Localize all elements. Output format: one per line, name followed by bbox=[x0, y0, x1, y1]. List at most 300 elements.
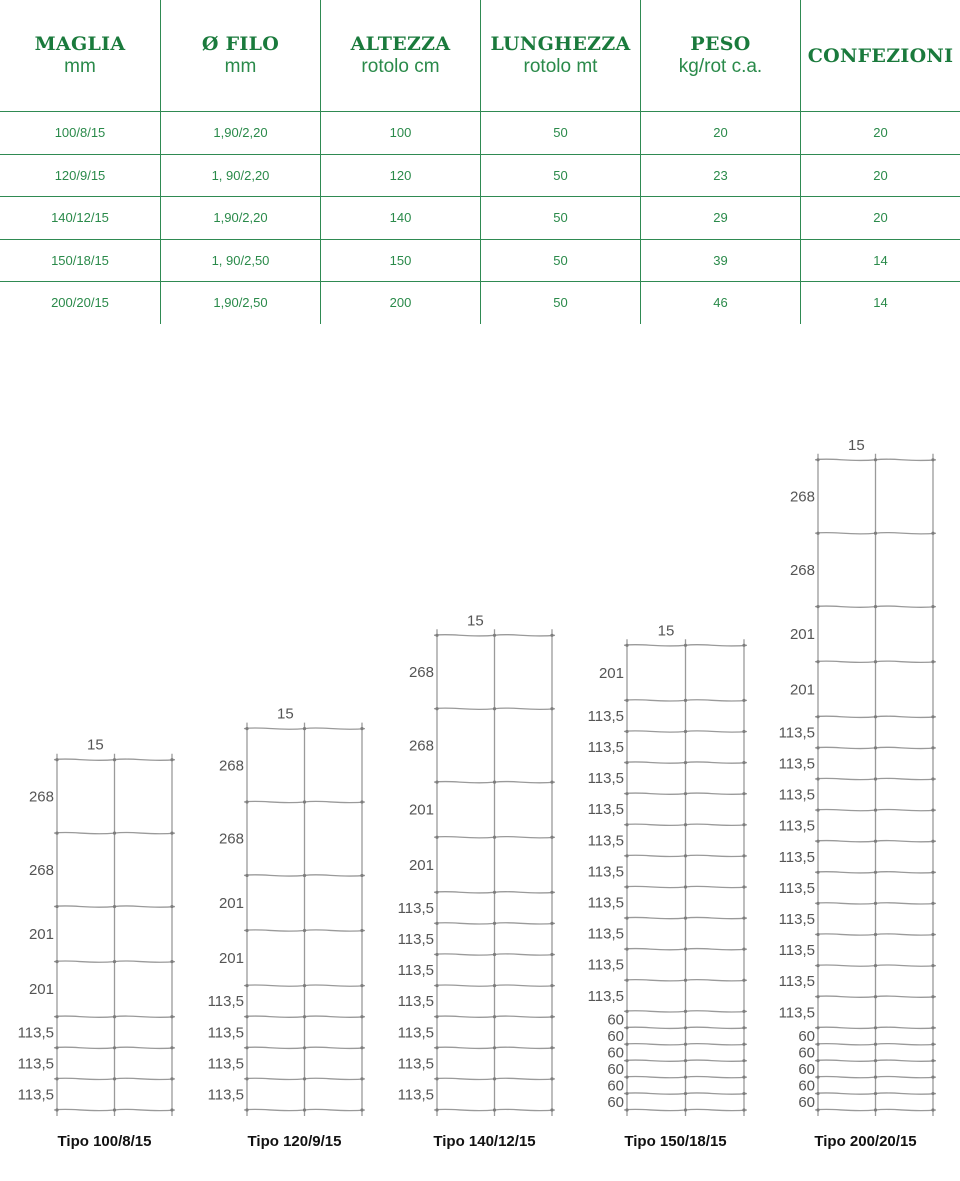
wire-knot bbox=[625, 854, 628, 857]
wire-knot bbox=[550, 707, 553, 710]
header-title: MAGLIA bbox=[34, 32, 126, 55]
wire-knot bbox=[550, 1046, 553, 1049]
table-cell: 20 bbox=[800, 155, 960, 197]
wire-knot bbox=[360, 1077, 363, 1080]
spacing-label: 113,5 bbox=[207, 1024, 244, 1042]
table-cell: 29 bbox=[640, 197, 800, 239]
wire-knot bbox=[931, 777, 934, 780]
header-title: ALTEZZA bbox=[350, 32, 451, 55]
wire-knot bbox=[55, 1046, 58, 1049]
width-label: 15 bbox=[657, 622, 675, 640]
header-filo bbox=[160, 0, 320, 111]
wire-knot bbox=[550, 953, 553, 956]
wire-knot bbox=[684, 644, 687, 647]
spacing-label: 268 bbox=[218, 830, 244, 848]
wire-knot bbox=[550, 1015, 553, 1018]
wire-knot bbox=[742, 1043, 745, 1046]
table-cell: 23 bbox=[640, 155, 800, 197]
wire-knot bbox=[931, 871, 934, 874]
spacing-label: 113,5 bbox=[778, 942, 815, 960]
spacing-label: 60 bbox=[607, 1060, 624, 1078]
wire-knot bbox=[245, 929, 248, 932]
type-label: Tipo 200/20/15 bbox=[814, 1133, 917, 1150]
wire-knot bbox=[684, 1026, 687, 1029]
wire-knot bbox=[816, 809, 819, 812]
spacing-label: 113,5 bbox=[778, 755, 815, 773]
wire-knot bbox=[874, 809, 877, 812]
table-cell: 50 bbox=[480, 197, 640, 239]
wire-knot bbox=[874, 532, 877, 535]
spacing-label: 60 bbox=[798, 1077, 815, 1095]
spacing-label: 268 bbox=[408, 737, 434, 755]
wire-knot bbox=[55, 758, 58, 761]
wire-knot bbox=[625, 823, 628, 826]
table-cell: 46 bbox=[640, 282, 800, 324]
wire-knot bbox=[931, 902, 934, 905]
wire-knot bbox=[931, 1043, 934, 1046]
wire-knot bbox=[493, 1046, 496, 1049]
spacing-label: 113,5 bbox=[207, 993, 244, 1011]
wire-knot bbox=[245, 727, 248, 730]
mesh-diagram-canvas bbox=[0, 330, 960, 1181]
wire-knot bbox=[816, 660, 819, 663]
spacing-label: 113,5 bbox=[397, 1055, 434, 1073]
wire-knot bbox=[684, 1076, 687, 1079]
table-header-row bbox=[0, 0, 960, 112]
wire-knot bbox=[816, 715, 819, 718]
spacing-label: 60 bbox=[607, 1028, 624, 1046]
table-cell: 100/8/15 bbox=[54, 125, 106, 141]
wire-knot bbox=[931, 840, 934, 843]
wire-knot bbox=[625, 979, 628, 982]
spacing-label: 113,5 bbox=[207, 1055, 244, 1073]
wire-knot bbox=[435, 1046, 438, 1049]
wire-knot bbox=[435, 953, 438, 956]
wire-knot bbox=[360, 727, 363, 730]
wire-knot bbox=[816, 1076, 819, 1079]
wire-knot bbox=[435, 984, 438, 987]
wire-knot bbox=[816, 1092, 819, 1095]
table-row bbox=[0, 155, 960, 198]
spacing-label: 113,5 bbox=[17, 1055, 54, 1073]
wire-knot bbox=[931, 660, 934, 663]
wire-knot bbox=[816, 532, 819, 535]
wire-knot bbox=[874, 902, 877, 905]
wire-knot bbox=[931, 1026, 934, 1029]
wire-knot bbox=[684, 979, 687, 982]
wire-knot bbox=[742, 1076, 745, 1079]
wire-knot bbox=[493, 836, 496, 839]
wire-knot bbox=[55, 1077, 58, 1080]
wire-knot bbox=[303, 874, 306, 877]
header-title: Ø FILO bbox=[201, 32, 280, 55]
table-row bbox=[0, 197, 960, 240]
wire-knot bbox=[245, 1015, 248, 1018]
wire-knot bbox=[874, 1108, 877, 1111]
wire-knot bbox=[113, 1077, 116, 1080]
mesh-diagram bbox=[398, 612, 555, 1150]
wire-knot bbox=[170, 758, 173, 761]
wire-knot bbox=[435, 1077, 438, 1080]
wire-knot bbox=[742, 885, 745, 888]
wire-knot bbox=[874, 933, 877, 936]
wire-knot bbox=[55, 832, 58, 835]
header-title: LUNGHEZZA bbox=[490, 32, 631, 55]
wire-knot bbox=[931, 605, 934, 608]
wire-knot bbox=[493, 1108, 496, 1111]
table-cell: 150/18/15 bbox=[51, 252, 109, 268]
wire-knot bbox=[684, 699, 687, 702]
spacing-label: 201 bbox=[28, 981, 54, 999]
wire-knot bbox=[170, 1015, 173, 1018]
wire-knot bbox=[55, 1015, 58, 1018]
spacing-label: 60 bbox=[798, 1093, 815, 1111]
wire-knot bbox=[874, 1076, 877, 1079]
spacing-label: 113,5 bbox=[397, 1024, 434, 1042]
spacing-label: 60 bbox=[798, 1060, 815, 1078]
wire-knot bbox=[931, 532, 934, 535]
wire-knot bbox=[931, 809, 934, 812]
wire-knot bbox=[742, 730, 745, 733]
wire-knot bbox=[625, 885, 628, 888]
wire-knot bbox=[742, 1092, 745, 1095]
wire-knot bbox=[360, 929, 363, 932]
wire-knot bbox=[874, 715, 877, 718]
wire-knot bbox=[170, 1046, 173, 1049]
wire-knot bbox=[550, 891, 553, 894]
wire-knot bbox=[493, 1077, 496, 1080]
wire-knot bbox=[550, 634, 553, 637]
wire-knot bbox=[113, 1015, 116, 1018]
spacing-label: 113,5 bbox=[778, 724, 815, 742]
wire-knot bbox=[742, 854, 745, 857]
wire-knot bbox=[303, 1015, 306, 1018]
wire-knot bbox=[742, 1010, 745, 1013]
spacing-label: 268 bbox=[789, 561, 815, 579]
wire-knot bbox=[550, 1108, 553, 1111]
spacing-label: 113,5 bbox=[587, 801, 624, 819]
wire-knot bbox=[874, 1043, 877, 1046]
wire-knot bbox=[245, 1077, 248, 1080]
spacing-label: 113,5 bbox=[207, 1086, 244, 1104]
wire-knot bbox=[816, 964, 819, 967]
wire-knot bbox=[550, 1077, 553, 1080]
spacing-label: 60 bbox=[607, 1093, 624, 1111]
spacing-label: 113,5 bbox=[587, 739, 624, 757]
spacing-label: 113,5 bbox=[17, 1086, 54, 1104]
wire-knot bbox=[931, 933, 934, 936]
wire-knot bbox=[360, 984, 363, 987]
table-cell: 20 bbox=[800, 197, 960, 239]
wire-knot bbox=[625, 916, 628, 919]
wire-knot bbox=[360, 874, 363, 877]
spacing-label: 113,5 bbox=[397, 993, 434, 1011]
wire-knot bbox=[625, 699, 628, 702]
wire-knot bbox=[113, 1046, 116, 1049]
table-cell: 100 bbox=[320, 112, 480, 154]
spacing-label: 113,5 bbox=[587, 770, 624, 788]
wire-knot bbox=[874, 1026, 877, 1029]
wire-knot bbox=[435, 1108, 438, 1111]
wire-knot bbox=[625, 948, 628, 951]
wire-knot bbox=[684, 761, 687, 764]
wire-knot bbox=[493, 953, 496, 956]
wire-knot bbox=[625, 1010, 628, 1013]
table-cell: 50 bbox=[480, 155, 640, 197]
wire-knot bbox=[816, 995, 819, 998]
spacing-label: 201 bbox=[28, 926, 54, 944]
wire-knot bbox=[435, 707, 438, 710]
wire-knot bbox=[170, 1108, 173, 1111]
wire-knot bbox=[303, 929, 306, 932]
spacing-label: 113,5 bbox=[778, 879, 815, 897]
wire-knot bbox=[360, 1046, 363, 1049]
width-label: 15 bbox=[466, 612, 484, 630]
spacing-label: 113,5 bbox=[587, 956, 624, 974]
mesh-diagrams bbox=[0, 330, 960, 1181]
spacing-label: 113,5 bbox=[587, 925, 624, 943]
wire-knot bbox=[625, 1043, 628, 1046]
spacing-label: 113,5 bbox=[17, 1024, 54, 1042]
wire-knot bbox=[816, 1043, 819, 1046]
wire-knot bbox=[816, 1108, 819, 1111]
wire-knot bbox=[742, 1108, 745, 1111]
spacing-label: 113,5 bbox=[778, 786, 815, 804]
wire-knot bbox=[303, 800, 306, 803]
wire-knot bbox=[55, 1108, 58, 1111]
wire-knot bbox=[874, 995, 877, 998]
header-confezioni bbox=[800, 0, 960, 111]
wire-knot bbox=[625, 1076, 628, 1079]
wire-knot bbox=[816, 458, 819, 461]
wire-knot bbox=[874, 964, 877, 967]
wire-knot bbox=[245, 800, 248, 803]
table-cell: 1, 90/2,20 bbox=[160, 155, 320, 197]
wire-knot bbox=[742, 792, 745, 795]
spacing-label: 268 bbox=[28, 788, 54, 806]
wire-knot bbox=[816, 746, 819, 749]
spacing-label: 60 bbox=[607, 1077, 624, 1095]
spacing-label: 60 bbox=[798, 1044, 815, 1062]
spacing-label: 113,5 bbox=[397, 930, 434, 948]
wire-knot bbox=[684, 948, 687, 951]
wire-knot bbox=[435, 634, 438, 637]
wire-knot bbox=[170, 832, 173, 835]
spacing-label: 113,5 bbox=[587, 987, 624, 1005]
spacing-label: 201 bbox=[408, 801, 434, 819]
wire-knot bbox=[625, 792, 628, 795]
wire-knot bbox=[625, 761, 628, 764]
header-altezza bbox=[320, 0, 480, 111]
table-cell: 200 bbox=[320, 282, 480, 324]
spacing-label: 113,5 bbox=[397, 1086, 434, 1104]
wire-knot bbox=[113, 960, 116, 963]
spacing-label: 201 bbox=[408, 856, 434, 874]
wire-knot bbox=[684, 1059, 687, 1062]
table-cell: 1,90/2,50 bbox=[160, 282, 320, 324]
table-row bbox=[0, 240, 960, 283]
spacing-label: 201 bbox=[218, 894, 244, 912]
spacing-label: 113,5 bbox=[587, 894, 624, 912]
wire-knot bbox=[493, 634, 496, 637]
header-subtitle: rotolo cm bbox=[361, 55, 440, 77]
wire-knot bbox=[684, 885, 687, 888]
table-cell: 20 bbox=[800, 112, 960, 154]
type-label: Tipo 120/9/15 bbox=[247, 1133, 342, 1150]
wire-knot bbox=[625, 1026, 628, 1029]
header-subtitle: rotolo mt bbox=[523, 55, 598, 77]
spacing-label: 201 bbox=[218, 950, 244, 968]
wire-knot bbox=[931, 1059, 934, 1062]
wire-knot bbox=[113, 1108, 116, 1111]
wire-knot bbox=[874, 458, 877, 461]
wire-knot bbox=[874, 660, 877, 663]
mesh-diagram bbox=[588, 622, 747, 1150]
wire-knot bbox=[625, 1108, 628, 1111]
wire-knot bbox=[245, 1046, 248, 1049]
wire-knot bbox=[550, 781, 553, 784]
spacing-label: 113,5 bbox=[778, 910, 815, 928]
wire-knot bbox=[360, 800, 363, 803]
wire-knot bbox=[742, 1059, 745, 1062]
wire-knot bbox=[684, 1108, 687, 1111]
wire-knot bbox=[360, 1108, 363, 1111]
table-cell: 20 bbox=[640, 112, 800, 154]
header-lunghezza bbox=[480, 0, 640, 111]
wire-knot bbox=[684, 1092, 687, 1095]
wire-knot bbox=[816, 1059, 819, 1062]
table-body bbox=[0, 112, 960, 324]
wire-knot bbox=[742, 1026, 745, 1029]
wire-knot bbox=[874, 777, 877, 780]
wire-knot bbox=[874, 746, 877, 749]
type-label: Tipo 150/18/15 bbox=[624, 1133, 727, 1150]
wire-knot bbox=[684, 730, 687, 733]
wire-knot bbox=[684, 854, 687, 857]
table-cell: 50 bbox=[480, 282, 640, 324]
wire-knot bbox=[816, 605, 819, 608]
wire-knot bbox=[684, 1043, 687, 1046]
wire-knot bbox=[303, 1108, 306, 1111]
table-cell: 120 bbox=[320, 155, 480, 197]
wire-knot bbox=[874, 871, 877, 874]
wire-knot bbox=[550, 984, 553, 987]
type-label: Tipo 100/8/15 bbox=[57, 1133, 152, 1150]
spacing-label: 201 bbox=[598, 664, 624, 682]
wire-knot bbox=[303, 1077, 306, 1080]
spacing-label: 113,5 bbox=[397, 962, 434, 980]
table-cell: 14 bbox=[800, 282, 960, 324]
table-cell: 1,90/2,20 bbox=[160, 197, 320, 239]
wire-knot bbox=[435, 891, 438, 894]
spacing-label: 201 bbox=[789, 681, 815, 699]
wire-knot bbox=[742, 823, 745, 826]
spec-table bbox=[0, 0, 960, 324]
wire-knot bbox=[816, 933, 819, 936]
type-label: Tipo 140/12/15 bbox=[433, 1133, 536, 1150]
table-cell: 140/12/15 bbox=[51, 210, 109, 226]
wire-knot bbox=[874, 1059, 877, 1062]
wire-knot bbox=[435, 1015, 438, 1018]
spacing-label: 268 bbox=[408, 664, 434, 682]
wire-knot bbox=[493, 984, 496, 987]
wire-knot bbox=[874, 840, 877, 843]
wire-knot bbox=[742, 644, 745, 647]
wire-knot bbox=[625, 1059, 628, 1062]
spacing-label: 113,5 bbox=[778, 1004, 815, 1022]
spacing-label: 113,5 bbox=[778, 973, 815, 991]
wire-knot bbox=[113, 905, 116, 908]
wire-knot bbox=[816, 777, 819, 780]
wire-knot bbox=[360, 1015, 363, 1018]
spacing-label: 113,5 bbox=[587, 832, 624, 850]
spacing-label: 268 bbox=[28, 861, 54, 879]
wire-knot bbox=[684, 823, 687, 826]
header-title: PESO bbox=[690, 32, 751, 55]
wire-knot bbox=[493, 891, 496, 894]
spacing-label: 60 bbox=[798, 1028, 815, 1046]
wire-knot bbox=[874, 605, 877, 608]
wire-knot bbox=[550, 836, 553, 839]
wire-knot bbox=[625, 730, 628, 733]
width-label: 15 bbox=[847, 436, 865, 454]
wire-knot bbox=[931, 746, 934, 749]
wire-knot bbox=[435, 922, 438, 925]
table-cell: 1, 90/2,50 bbox=[160, 240, 320, 282]
wire-knot bbox=[742, 761, 745, 764]
spacing-label: 113,5 bbox=[778, 848, 815, 866]
table-cell: 39 bbox=[640, 240, 800, 282]
table-cell: 120/9/15 bbox=[54, 167, 106, 183]
wire-knot bbox=[684, 1010, 687, 1013]
wire-knot bbox=[493, 707, 496, 710]
width-label: 15 bbox=[86, 736, 104, 754]
wire-knot bbox=[874, 1092, 877, 1095]
header-peso bbox=[640, 0, 800, 111]
wire-knot bbox=[816, 902, 819, 905]
wire-knot bbox=[742, 916, 745, 919]
wire-knot bbox=[435, 836, 438, 839]
table-cell: 50 bbox=[480, 240, 640, 282]
mesh-diagram bbox=[18, 737, 175, 1150]
mesh-diagram bbox=[208, 706, 365, 1150]
header-subtitle: kg/rot c.a. bbox=[678, 55, 763, 77]
wire-knot bbox=[113, 832, 116, 835]
header-maglia bbox=[0, 0, 160, 111]
wire-knot bbox=[303, 727, 306, 730]
wire-knot bbox=[113, 758, 116, 761]
spacing-label: 113,5 bbox=[587, 707, 624, 725]
table-cell: 1,90/2,20 bbox=[160, 112, 320, 154]
wire-knot bbox=[931, 715, 934, 718]
wire-knot bbox=[816, 1026, 819, 1029]
spacing-label: 113,5 bbox=[587, 863, 624, 881]
spacing-label: 268 bbox=[218, 757, 244, 775]
wire-knot bbox=[303, 984, 306, 987]
wire-knot bbox=[493, 1015, 496, 1018]
spacing-label: 268 bbox=[789, 488, 815, 506]
wire-knot bbox=[742, 979, 745, 982]
table-row bbox=[0, 282, 960, 324]
table-cell: 150 bbox=[320, 240, 480, 282]
wire-knot bbox=[931, 1108, 934, 1111]
wire-knot bbox=[625, 1092, 628, 1095]
wire-knot bbox=[931, 995, 934, 998]
table-row bbox=[0, 112, 960, 155]
wire-knot bbox=[742, 948, 745, 951]
spacing-label: 201 bbox=[789, 626, 815, 644]
wire-knot bbox=[303, 1046, 306, 1049]
